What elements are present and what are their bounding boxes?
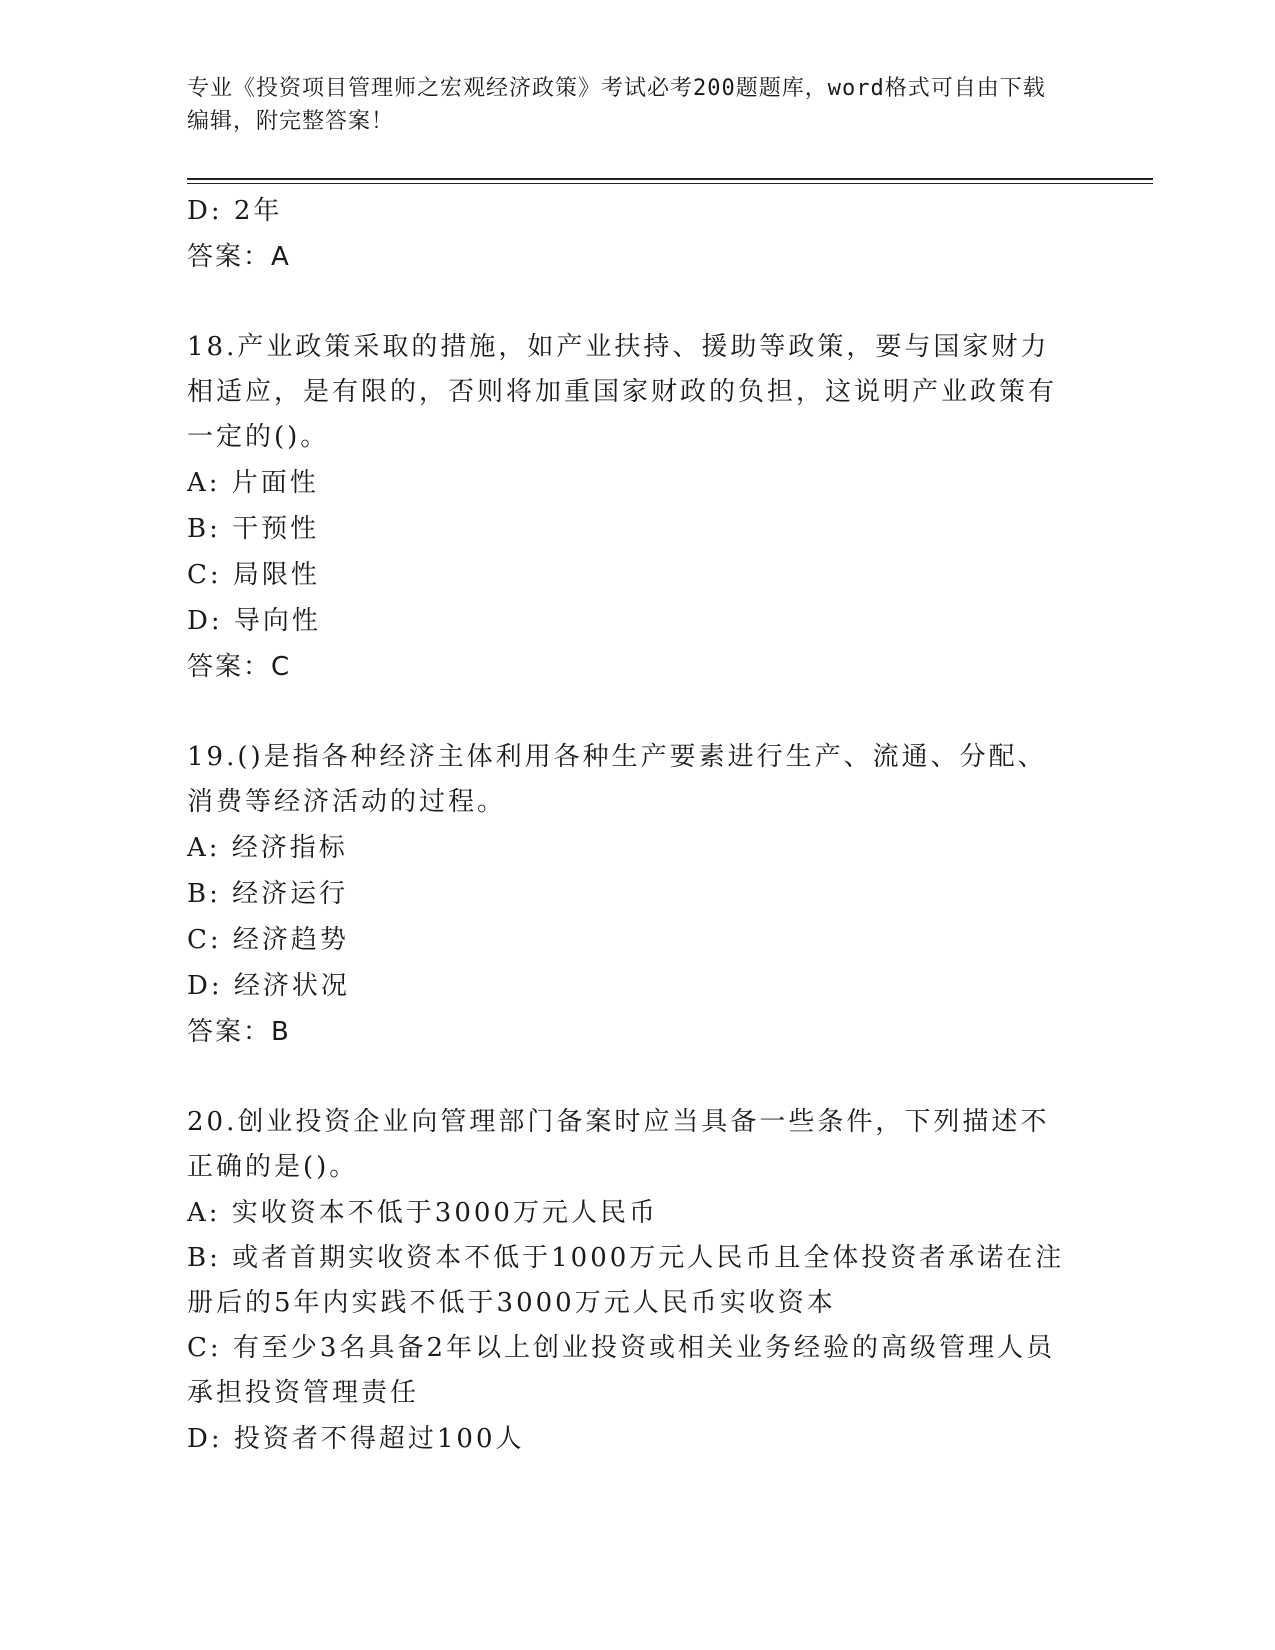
question-20-option-d: D: 投资者不得超过100人 [187,1424,525,1454]
question-19-answer: 答案：B [187,1017,291,1047]
question-19-stem: 19.()是指各种经济主体利用各种生产要素进行生产、流通、分配、消费等经济活动的过程。 [187,742,1047,817]
header-rule-thick [187,178,1153,180]
question-19-option-d: D: 经济状况 [187,971,350,1001]
question-18-answer: 答案：C [187,652,292,682]
question-19-option-b: B: 经济运行 [187,879,349,909]
question-18-option-d: D: 导向性 [187,606,321,636]
question-20 [187,1100,1087,1462]
question-20-option-a: A: 实收资本不低于3000万元人民币 [187,1198,658,1228]
spacer [187,1055,1087,1100]
header-rule-thin [187,183,1153,184]
question-18-option-c: C: 局限性 [187,560,320,590]
prev-answer: 答案：A [187,242,291,272]
question-19-option-a: A: 经济指标 [187,833,348,863]
question-18-option-b: B: 干预性 [187,514,320,544]
question-18 [187,325,1087,690]
prev-option-d: D: 2年 [187,196,283,226]
question-18-stem: 18.产业政策采取的措施，如产业扶持、援助等政策，要与国家财力相适应，是有限的，否则将加重国家财政的负担，这说明产业政策有一定的()。 [187,332,1058,452]
spacer [187,690,1087,735]
question-20-option-b: B: 或者首期实收资本不低于1000万元人民币且全体投资者承诺在注册后的5年内实践不低于3000万元人民币实收资本 [187,1243,1065,1318]
document-header: 专业《投资项目管理师之宏观经济政策》考试必考200题题库，word格式可自由下载编辑，附完整答案！ [187,76,1046,134]
spacer [187,280,1087,325]
question-18-option-a: A: 片面性 [187,468,319,498]
question-content [187,188,1087,1462]
question-20-option-c: C: 有至少3名具备2年以上创业投资或相关业务经验的高级管理人员承担投资管理责任 [187,1333,1056,1408]
question-20-stem: 20.创业投资企业向管理部门备案时应当具备一些条件，下列描述不正确的是()。 [187,1107,1050,1182]
question-19 [187,735,1087,1055]
question-19-option-c: C: 经济趋势 [187,925,349,955]
